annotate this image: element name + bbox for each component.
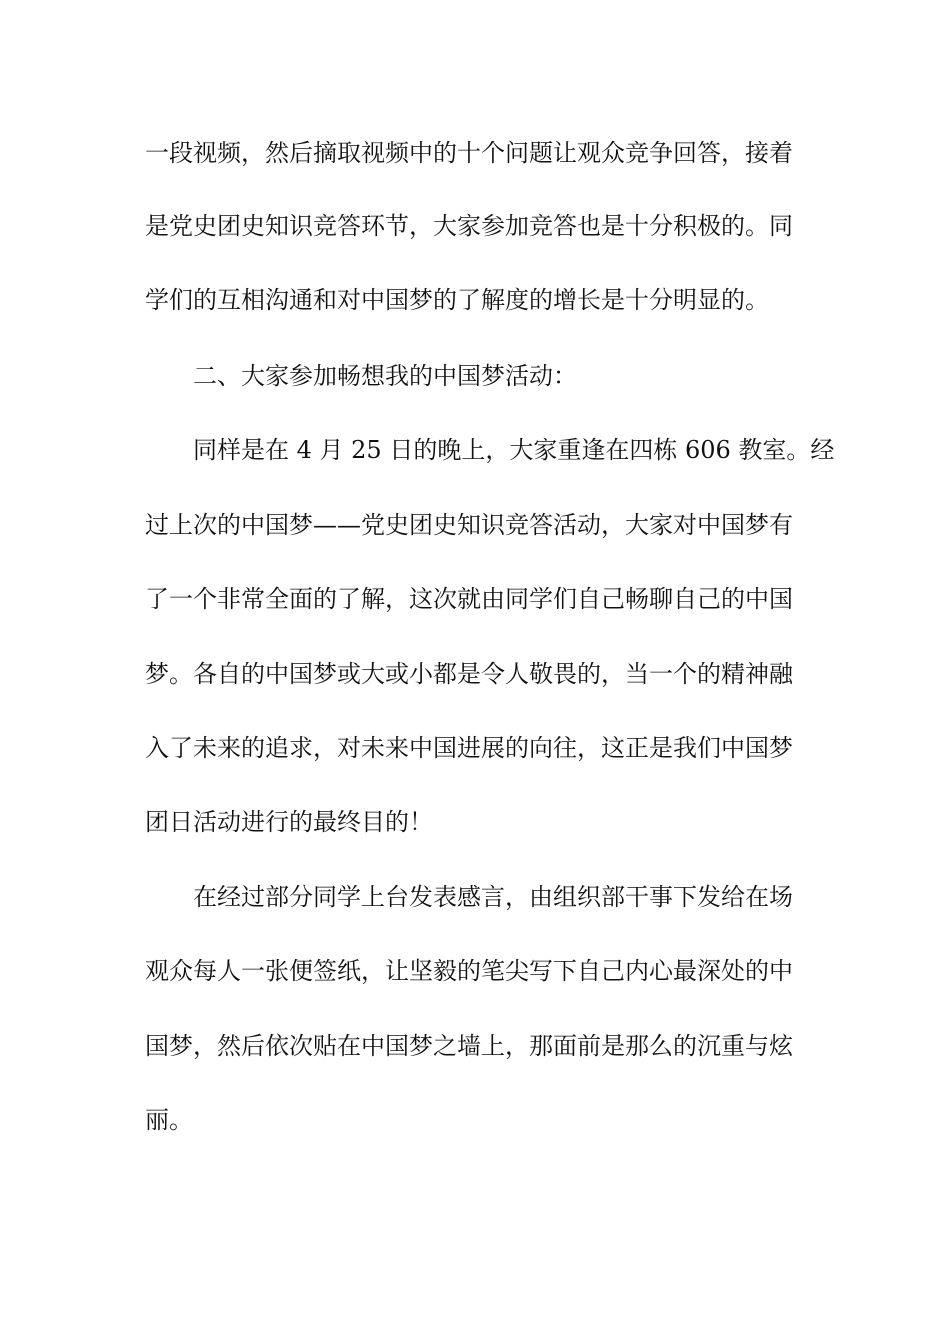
body-text-line: 是党史团史知识竞答环节，大家参加竞答也是十分积极的。同 bbox=[145, 212, 793, 240]
body-text-line: 国梦，然后依次贴在中国梦之墙上，那面前是那么的沉重与炫 bbox=[145, 1032, 793, 1060]
body-text-line: 入了未来的追求，对未来中国进展的向往，这正是我们中国梦 bbox=[145, 734, 793, 762]
body-text-line: 一段视频，然后摘取视频中的十个问题让观众竞争回答，接着 bbox=[145, 139, 793, 167]
body-text-line: 丽。 bbox=[145, 1106, 193, 1134]
body-text-line: 团日活动进行的最终目的！ bbox=[145, 808, 433, 836]
body-text-line: 过上次的中国梦——党史团史知识竞答活动，大家对中国梦有 bbox=[145, 511, 793, 539]
body-text-line: 在经过部分同学上台发表感言，由组织部干事下发给在场 bbox=[193, 883, 793, 911]
body-text-line: 观众每人一张便签纸，让坚毅的笔尖写下自己内心最深处的中 bbox=[145, 957, 793, 985]
body-text-line: 了一个非常全面的了解，这次就由同学们自己畅聊自己的中国 bbox=[145, 585, 793, 613]
body-text-line: 梦。各自的中国梦或大或小都是令人敬畏的，当一个的精神融 bbox=[145, 660, 793, 688]
body-text-line: 同样是在 4 月 25 日的晚上，大家重逢在四栋 606 教室。经 bbox=[193, 436, 835, 464]
section-heading: 二、大家参加畅想我的中国梦活动： bbox=[193, 362, 577, 390]
body-text-line: 学们的互相沟通和对中国梦的了解度的增长是十分明显的。 bbox=[145, 286, 769, 314]
